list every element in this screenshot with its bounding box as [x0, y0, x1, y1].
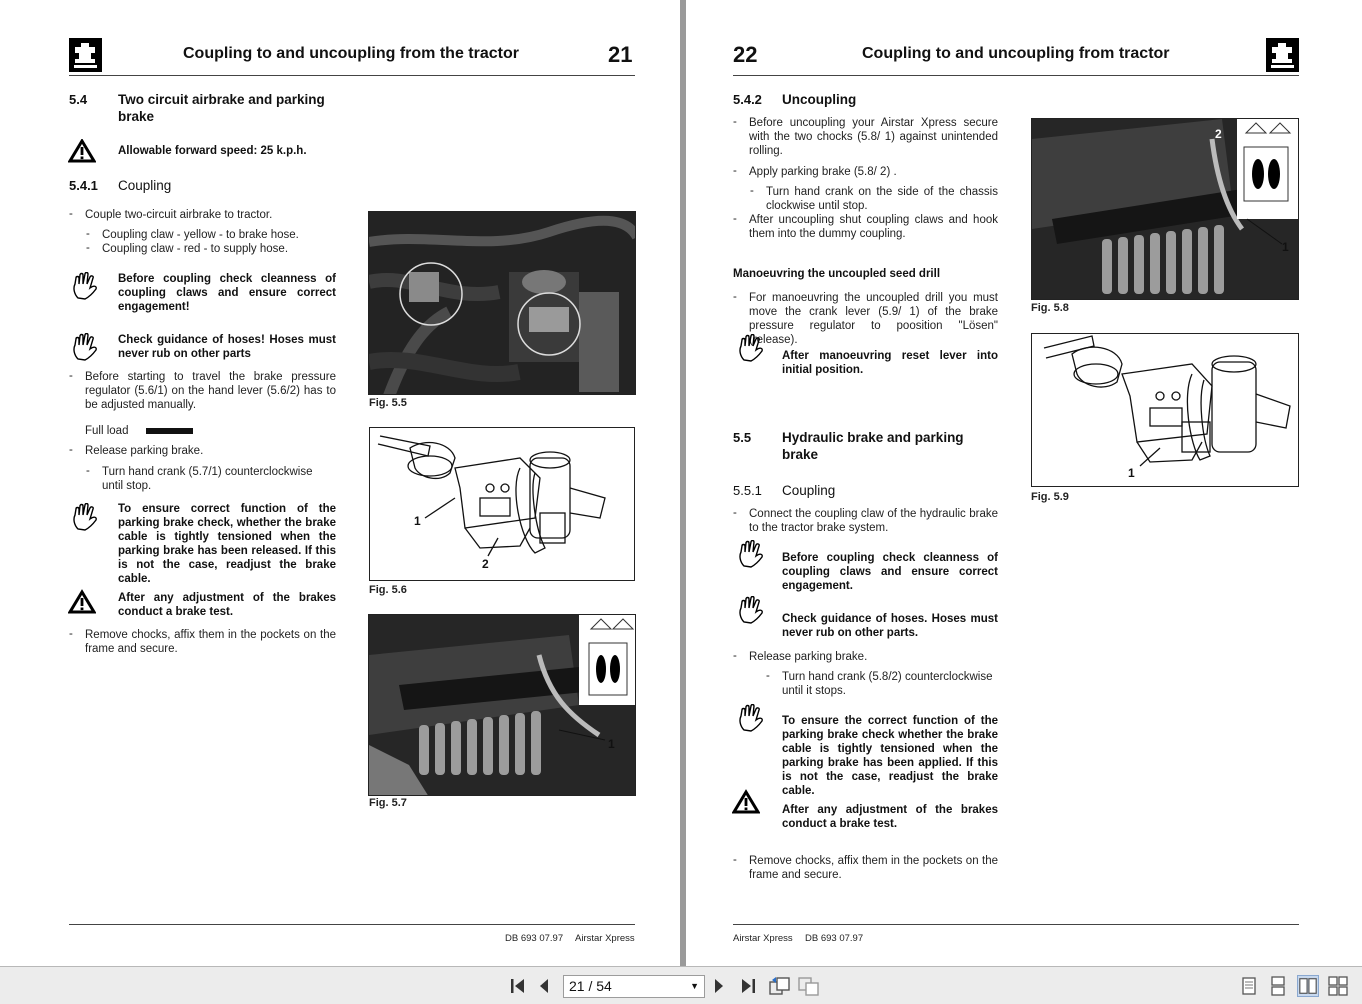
- brand-logo: [69, 38, 102, 72]
- section-number: 5.4: [69, 92, 88, 107]
- warning-icon: [68, 589, 96, 615]
- list-item: Apply parking brake (5.8/ 2) .: [749, 166, 897, 178]
- list-item: Remove chocks, affix them in the pockets on the frame and secure.: [85, 629, 336, 655]
- previous-page-icon: [536, 975, 552, 997]
- page-number: 22: [733, 42, 758, 67]
- speed-warning: Allowable forward speed: 25 k.p.h.: [118, 145, 307, 157]
- list-subitem: Turn hand crank on the side of the chassis clockwise until stop.: [766, 186, 998, 212]
- subsection-title: Uncoupling: [782, 92, 857, 107]
- note-cleanness: Before coupling check cleanness of coupling claws and ensure correct engagement!: [118, 273, 336, 313]
- footer-doc: DB 693 07.97: [805, 933, 864, 944]
- next-view-icon: [797, 975, 821, 997]
- hand-note-icon: [70, 333, 98, 363]
- last-page-button[interactable]: [738, 975, 758, 997]
- subsection-number: 5.4.2: [733, 92, 762, 107]
- footer-product: Airstar Xpress: [733, 933, 793, 944]
- note-hoses: Check guidance of hoses. Hoses must never rub on other parts.: [782, 613, 998, 639]
- note-reset: After manoeuvring reset lever into initial position.: [782, 350, 998, 376]
- page-header-title: Coupling to and uncoupling from tractor: [862, 45, 1170, 62]
- section-title: [118, 91, 325, 125]
- section-number: 5.5: [733, 430, 752, 445]
- figure-caption: Fig. 5.9: [1031, 491, 1069, 503]
- hand-note-icon: [736, 704, 764, 734]
- manoeuvring-heading: Manoeuvring the uncoupled seed drill: [733, 268, 941, 280]
- two-page-continuous-icon: [1327, 975, 1349, 997]
- hand-note-icon: [70, 272, 98, 302]
- two-page-continuous-view-button[interactable]: [1327, 975, 1349, 997]
- page-number: 21: [608, 42, 633, 67]
- list-item: After uncoupling shut coupling claws and hook them into the dummy coupling.: [749, 214, 998, 240]
- page-indicator: 21 / 54: [569, 978, 612, 994]
- subsection-title: Coupling: [782, 483, 836, 498]
- page-21: Coupling to and uncoupling from the tractor 21 5.4 Two circuit airbrake and parking brake Allowable forward speed: 25 k.p.h. 5.4.1 Coupling - Couple two-circuit airbrake to tractor. - Coupling claw - yellow - to brake hose. - Coupling claw - red - to supply hose. Before coupling check cleanness of coupling claws and ensure correct engagement! Check guidance of hoses! Hoses must never rub on other parts - Before starting to travel the brake pressure regulator (5.6/1) on the hand lever (5.6/2) has to be adjusted manually. Full load - Release parking brake. - Turn hand crank (5.7/1) counterclockwise until stop. To ensure correct function of the parking brake check, whether the brake cable is tightly tensioned when the parking brake has been released. If this is not the case, readjust the brake cable. After any adjustment of the brakes conduct a brake test. - Remove chocks, affix them in the pockets on the frame and secure. Fig. 5.5 1 2 Fig. 5.6 1 Fig. 5.7 DB 693 07.97 Airstar Xpress: [0, 0, 680, 966]
- list-subitem: Coupling claw - yellow - to brake hose.: [102, 229, 299, 241]
- hand-note-icon: [736, 540, 764, 570]
- subsection-title: Coupling: [118, 178, 172, 193]
- first-page-icon: [508, 975, 528, 997]
- subsection-number: 5.5.1: [733, 483, 762, 498]
- viewer-toolbar: [0, 966, 1362, 1004]
- figure-5-6-drawing: [369, 427, 635, 581]
- page-header-title: Coupling to and uncoupling from the tractor: [183, 45, 519, 62]
- next-page-icon: [711, 975, 727, 997]
- subsection-number: 5.4.1: [69, 178, 98, 193]
- brand-logo: [1266, 38, 1299, 72]
- go-forward-view-button[interactable]: [797, 975, 821, 997]
- list-item: Remove chocks, affix them in the pockets on the frame and secure.: [749, 855, 998, 881]
- warning-icon: [68, 139, 96, 163]
- figure-label: 1: [414, 514, 421, 528]
- two-page-icon: [1298, 976, 1318, 996]
- chevron-down-icon: ▼: [690, 981, 699, 991]
- continuous-view-button[interactable]: [1267, 975, 1289, 997]
- single-page-icon: [1238, 975, 1260, 997]
- figure-5-9-drawing: [1031, 333, 1299, 487]
- figure-label: 1: [608, 737, 615, 751]
- figure-caption: Fig. 5.7: [369, 797, 407, 809]
- section-title-line1: Hydraulic brake and parking: [782, 430, 964, 445]
- section-title-line2: brake: [782, 447, 819, 462]
- list-item: Release parking brake.: [749, 651, 868, 663]
- figure-5-8-photo: [1031, 118, 1299, 300]
- figure-5-7-photo: [368, 614, 636, 796]
- list-item: Before starting to travel the brake pressure regulator (5.6/1) on the hand lever (5.6/2) has to be adjusted manually.: [85, 371, 336, 411]
- note-function: To ensure the correct function of the parking brake check whether the brake cable is tightly tensioned when the parking brake has been applied. If this is not the case, readjust the brake cable.: [782, 715, 998, 797]
- last-page-icon: [738, 975, 758, 997]
- note-cleanness: Before coupling check cleanness of coupling claws and ensure correct engagement.: [782, 552, 998, 592]
- footer-rule: [733, 924, 1299, 925]
- footer-rule: [69, 924, 635, 925]
- section-title-line1: Two circuit airbrake and parking: [118, 92, 325, 107]
- page-22: 22 Coupling to and uncoupling from tractor 5.4.2 Uncoupling - Before uncoupling your Airstar Xpress secure with the two chocks (5.8/ 1) against unintended rolling. - Apply parking brake (5.8/ 2) . - Turn hand crank on the side of the chassis clockwise until stop. - After uncoupling shut coupling claws and hook them into the dummy coupling. Manoeuvring the uncoupled seed drill - For manoeuvring the uncoupled drill you must move the crank lever (5.9/ 1) of the brake pressure regulator to poosition "Lösen" (release). After manoeuvring reset lever into initial position. 5.5 Hydraulic brake and parking brake 5.5.1 Coupling - Connect the coupling claw of the hydraulic brake to the tractor brake system. Before coupling check cleanness of coupling claws and ensure correct engagement. Check guidance of hoses. Hoses must never rub on other parts. - Release parking brake. - Turn hand crank (5.8/2) counterclockwise until it stops. To ensure the correct function of the parking brake check whether the brake cable is tightly tensioned when the parking brake has been applied. If this is not the case, readjust the brake cable. After any adjustment of the brakes conduct a brake test. - Remove chocks, affix them in the pockets on the frame and secure. 2 1 Fig. 5.8 1 Fig. 5.9 Airstar Xpress DB 693 07.97: [686, 0, 1362, 966]
- list-item: Connect the coupling claw of the hydraulic brake to the tractor brake system.: [749, 508, 998, 534]
- full-load-label: Full load: [85, 425, 129, 437]
- list-subitem: Coupling claw - red - to supply hose.: [102, 243, 289, 255]
- note-hoses: Check guidance of hoses! Hoses must never rub on other parts: [118, 334, 336, 360]
- note-function: To ensure correct function of the parking brake check, whether the brake cable is tightly tensioned when the parking brake has been released. If this is not the case, readjust the brake cable.: [118, 503, 336, 585]
- warning-adjust: After any adjustment of the brakes conduct a brake test.: [118, 592, 336, 618]
- continuous-page-icon: [1267, 975, 1289, 997]
- warning-adjust: After any adjustment of the brakes conduct a brake test.: [782, 804, 998, 830]
- list-subitem: Turn hand crank (5.7/1) counterclockwise until stop.: [102, 466, 313, 492]
- figure-caption: Fig. 5.5: [369, 397, 407, 409]
- page-selector[interactable]: [563, 975, 705, 998]
- hand-note-icon: [70, 503, 98, 533]
- warning-icon: [732, 789, 760, 815]
- go-back-view-button[interactable]: [768, 975, 792, 997]
- figure-label: 1: [1282, 240, 1289, 254]
- hand-note-icon: [736, 596, 764, 626]
- figure-5-5-photo: [368, 211, 636, 395]
- previous-view-icon: [768, 975, 792, 997]
- footer-doc: DB 693 07.97: [505, 933, 564, 944]
- section-title-line2: brake: [118, 109, 155, 124]
- figure-label: 1: [1128, 466, 1135, 480]
- next-page-button[interactable]: [711, 975, 727, 997]
- hand-note-icon: [736, 334, 764, 364]
- list-item: For manoeuvring the uncoupled drill you must move the crank lever (5.9/ 1) of the brake pressure regulator to poosition "Lösen" (release).: [749, 292, 998, 346]
- figure-label: 2: [1215, 127, 1222, 141]
- footer-product: Airstar Xpress: [575, 933, 635, 944]
- list-subitem: Turn hand crank (5.8/2) counterclockwise until it stops.: [782, 671, 993, 697]
- list-item: Release parking brake.: [85, 445, 204, 457]
- header-rule: [69, 75, 635, 76]
- section-title: [782, 429, 964, 463]
- previous-page-button[interactable]: [536, 975, 552, 997]
- list-item: Before uncoupling your Airstar Xpress secure with the two chocks (5.8/ 1) against unintended rolling.: [749, 117, 998, 157]
- two-page-view-button[interactable]: [1297, 975, 1319, 997]
- list-item: Couple two-circuit airbrake to tractor.: [85, 209, 273, 221]
- full-load-bar: [146, 428, 193, 434]
- header-rule: [733, 75, 1299, 76]
- single-page-view-button[interactable]: [1238, 975, 1260, 997]
- figure-caption: Fig. 5.8: [1031, 302, 1069, 314]
- first-page-button[interactable]: [508, 975, 528, 997]
- figure-caption: Fig. 5.6: [369, 584, 407, 596]
- figure-label: 2: [482, 557, 489, 571]
